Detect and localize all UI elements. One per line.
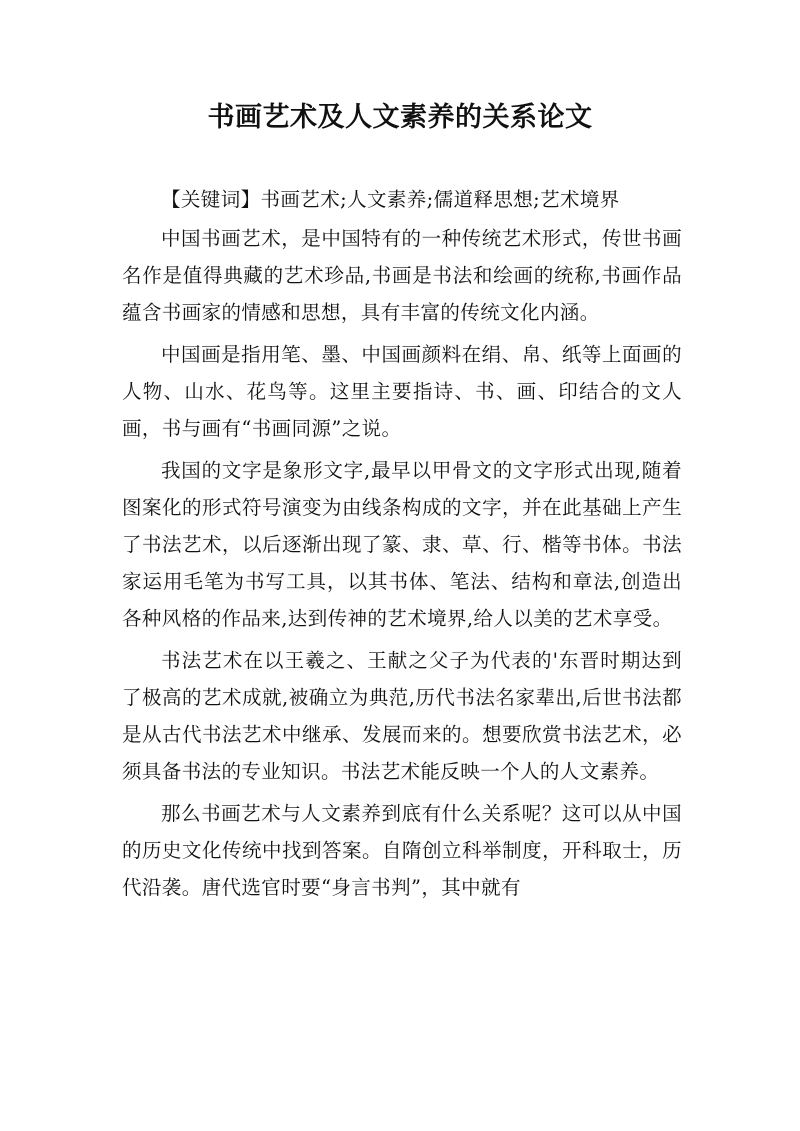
paragraph-5: 那么书画艺术与人文素养到底有什么关系呢？这可以从中国的历史文化传统中找到答案。自隋创立科举制度，开科取士，历代沿袭。唐代选官时要“身言书判”，其中就有: [122, 802, 682, 899]
paragraph-2: 中国画是指用笔、墨、中国画颜料在绢、帛、纸等上面画的人物、山水、花鸟等。这里主要指诗、书、画、印结合的文人画，书与画有“书画同源”之说。: [122, 343, 682, 440]
document-body: [122, 186, 682, 906]
document-title: 书画艺术及人文素养的关系论文: [207, 102, 593, 133]
paragraph-4: 书法艺术在以王羲之、王献之父子为代表的'东晋时期达到了极高的艺术成就,被确立为典范,历代书法名家辈出,后世书法都是从古代书法艺术中继承、发展而来的。想要欣赏书法艺术，必须具备书法的专业知识。书法艺术能反映一个人的人文素养。: [122, 649, 682, 783]
keywords-line: 【关键词】书画艺术;人文素养;儒道释思想;艺术境界: [161, 188, 620, 211]
paragraph-1: 中国书画艺术，是中国特有的一种传统艺术形式，传世书画名作是值得典藏的艺术珍品,书画是书法和绘画的统称,书画作品蕴含书画家的情感和思想，具有丰富的传统文化内涵。: [122, 227, 682, 324]
paragraph-3: 我国的文字是象形文字,最早以甲骨文的文字形式出现,随着图案化的形式符号演变为由线条构成的文字，并在此基础上产生了书法艺术，以后逐渐出现了篆、隶、草、行、楷等书体。书法家运用毛笔为书写工具，以其书体、笔法、结构和章法,创造出各种风格的作品来,达到传神的艺术境界,给人以美的艺术享受。: [122, 459, 682, 630]
